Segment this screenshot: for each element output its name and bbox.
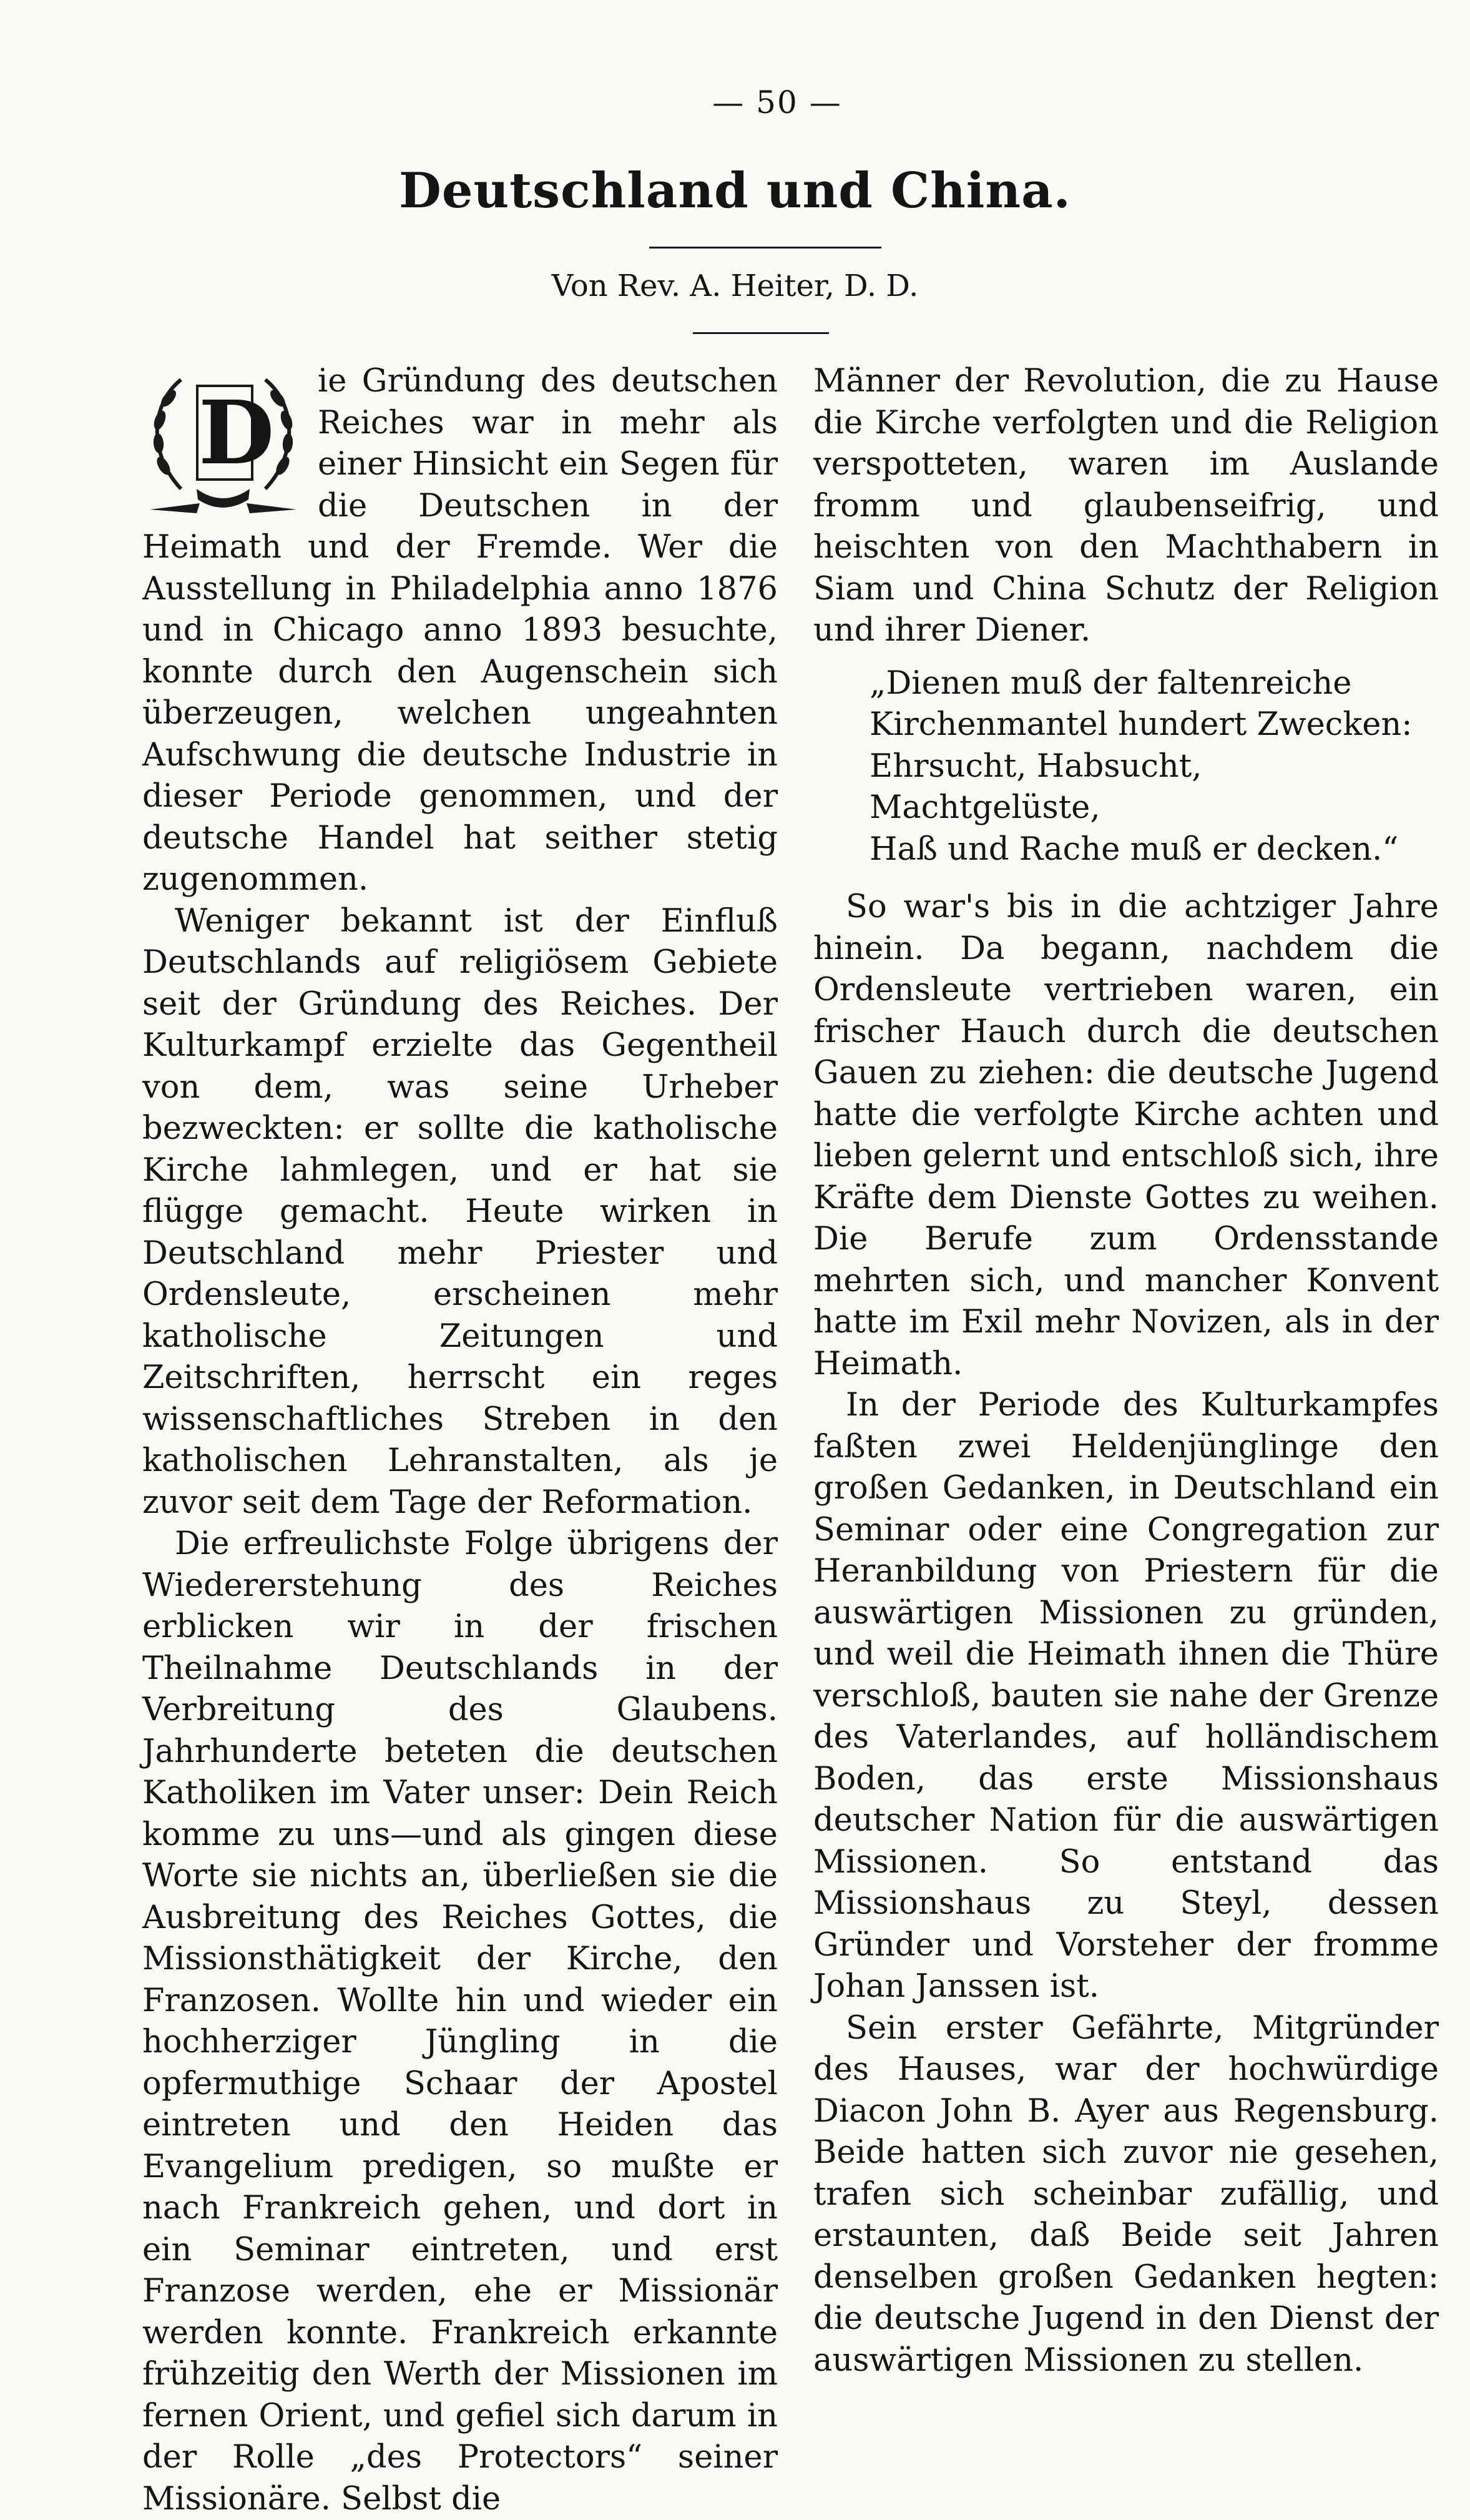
verse-quote	[813, 663, 1439, 871]
byline-divider	[693, 332, 829, 334]
verse-line: Ehrsucht, Habsucht, Machtgelüste,	[870, 747, 1202, 826]
paragraph: Sein erster Gefährte, Mitgründer des Hauses, war der hochwürdige Diacon John B. Ayer aus Regensburg. Beide hatten sich zuvor nie gesehen, trafen sich scheinbar zufällig, und erstaunten, daß Beide seit Jahren denselben großen Gedanken hegten: die deutsche Jugend in den Dienst der auswärtigen Missionen zu stellen.	[813, 2009, 1439, 2379]
title-divider	[649, 247, 881, 249]
paragraph: So war's bis in die achtziger Jahre hinein. Da begann, nachdem die Ordensleute vertrieben waren, ein frischer Hauch durch die deutschen Gauen zu ziehen: die deutsche Jugend hatte die verfolgte Kirche achten und lieben gelernt und entschloß sich, ihre Kräfte dem Dienste Gottes zu weihen. Die Berufe zum Ordensstande mehrten sich, und mancher Konvent hatte im Exil mehr Novizen, als in der Heimath.	[813, 888, 1439, 1382]
left-column	[142, 361, 778, 2520]
verse-line: Kirchenmantel hundert Zwecken:	[870, 706, 1413, 743]
drop-cap-ornament	[137, 361, 309, 521]
verse-line: Haß und Rache muß er decken.“	[870, 830, 1399, 868]
article-title: Deutschland und China.	[399, 162, 1071, 219]
paragraph: In der Periode des Kulturkampfes faßten zwei Heldenjünglinge den großen Gedanken, in Deutschland ein Seminar oder eine Congregation zur Heranbildung von Priestern für die auswärtigen Missionen zu gründen, und weil die Heimath ihnen die Thüre verschloß, bauten sie nahe der Grenze des Vaterlandes, auf holländischem Boden, das erste Missionshaus deutscher Nation für die auswärtigen Missionen. So entstand das Missionshaus zu Steyl, dessen Gründer und Vorsteher der fromme Johan Janssen ist.	[813, 1387, 1439, 2005]
paragraph: ie Gründung des deutschen Reiches war in mehr als einer Hinsicht ein Segen für die Deutschen in der Heimath und der Fremde. Wer die Ausstellung in Philadelphia anno 1876 und in Chicago anno 1893 besuchte, konnte durch den Augenschein sich überzeugen, welchen ungeahnten Aufschwung die deutsche Industrie in dieser Periode genommen, und der deutsche Handel hat seither stetig zugenommen.	[142, 363, 778, 898]
byline: Von Rev. A. Heiter, D. D.	[551, 268, 919, 303]
page-number: — 50 —	[712, 84, 842, 121]
right-column	[813, 361, 1439, 2381]
verse-line: „Dienen muß der faltenreiche	[870, 664, 1352, 702]
paragraph: Die erfreulichste Folge übrigens der Wiedererstehung des Reiches erblicken wir in der frischen Theilnahme Deutschlands in der Verbreitung des Glaubens. Jahrhunderte beteten die deutschen Katholiken im Vater unser: Dein Reich komme zu uns—und als gingen diese Worte sie nichts an, überließen sie die Ausbreitung des Reiches Gottes, die Missionsthätigkeit der Kirche, den Franzosen. Wollte hin und wieder ein hochherziger Jüngling in die opfermuthige Schaar der Apostel eintreten und den Heiden das Evangelium predigen, so mußte er nach Frankreich gehen, und dort in ein Seminar eintreten, und erst Franzose werden, ehe er Missionär werden konnte. Frankreich erkannte frühzeitig den Werth der Missionen im fernen Orient, und gefiel sich darum in der Rolle „des Protectors“ seiner Missionäre. Selbst die	[142, 1525, 778, 2518]
drop-cap-letter: D	[198, 382, 275, 485]
paragraph: Männer der Revolution, die zu Hause die Kirche verfolgten und die Religion verspotteten, waren im Auslande fromm und glaubenseifrig, und heischten von den Machthabern in Siam und China Schutz der Religion und ihrer Diener.	[813, 363, 1439, 649]
paragraph: Weniger bekannt ist der Einfluß Deutschlands auf religiösem Gebiete seit der Gründung des Reiches. Der Kulturkampf erzielte das Gegentheil von dem, was seine Urheber bezweckten: er sollte die katholische Kirche lahmlegen, und er hat sie flügge gemacht. Heute wirken in Deutschland mehr Priester und Ordensleute, erscheinen mehr katholische Zeitungen und Zeitschriften, herrscht ein reges wissenschaftliches Streben in den katholischen Lehranstalten, als je zuvor seit dem Tage der Reformation.	[142, 902, 778, 1521]
